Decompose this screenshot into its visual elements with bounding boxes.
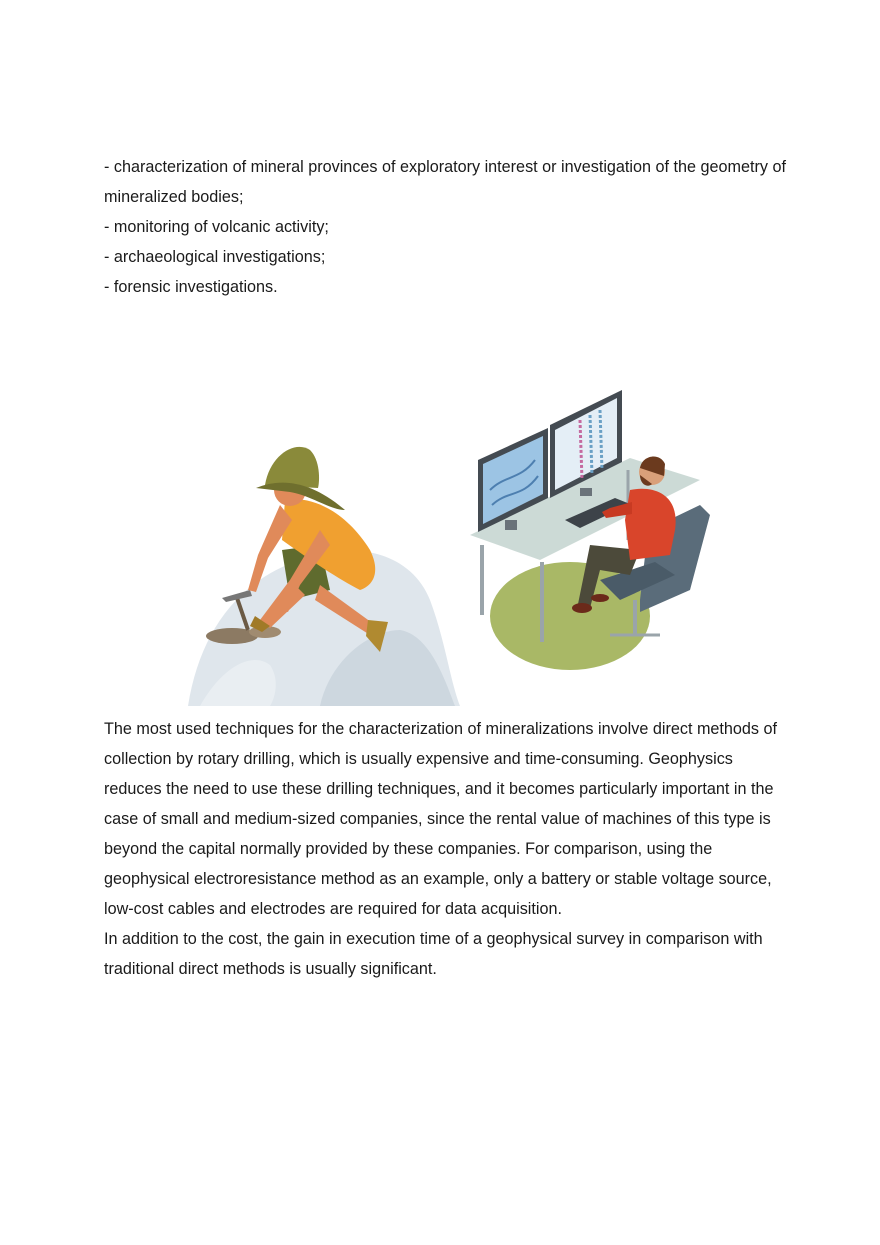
body-text [104, 714, 794, 984]
bullet-item: - characterization of mineral provinces of exploratory interest or investigation of the geometry of mineralized bodies; [104, 158, 787, 206]
bullet-item: - forensic investigations. [104, 278, 278, 296]
bullet-list [104, 152, 794, 302]
illustration [170, 380, 720, 708]
paragraph: The most used techniques for the characterization of mineralizations involve direct methods of collection by rotary drilling, which is usually expensive and time-consuming. Geophysics reduces the need to use these drilling techniques, and it becomes particularly important in the case of small and medium-sized companies, since the rental value of machines of this type is beyond the capital normally provided by these companies. For comparison, using the geophysical electroresistance method as an example, only a battery or stable voltage source, low-cost cables and electrodes are required for data acquisition. [104, 720, 778, 918]
bullet-item: - monitoring of volcanic activity; [104, 218, 329, 236]
bullet-item: - archaeological investigations; [104, 248, 326, 266]
paragraph: In addition to the cost, the gain in execution time of a geophysical survey in comparison with traditional direct methods is usually significant. [104, 930, 763, 978]
